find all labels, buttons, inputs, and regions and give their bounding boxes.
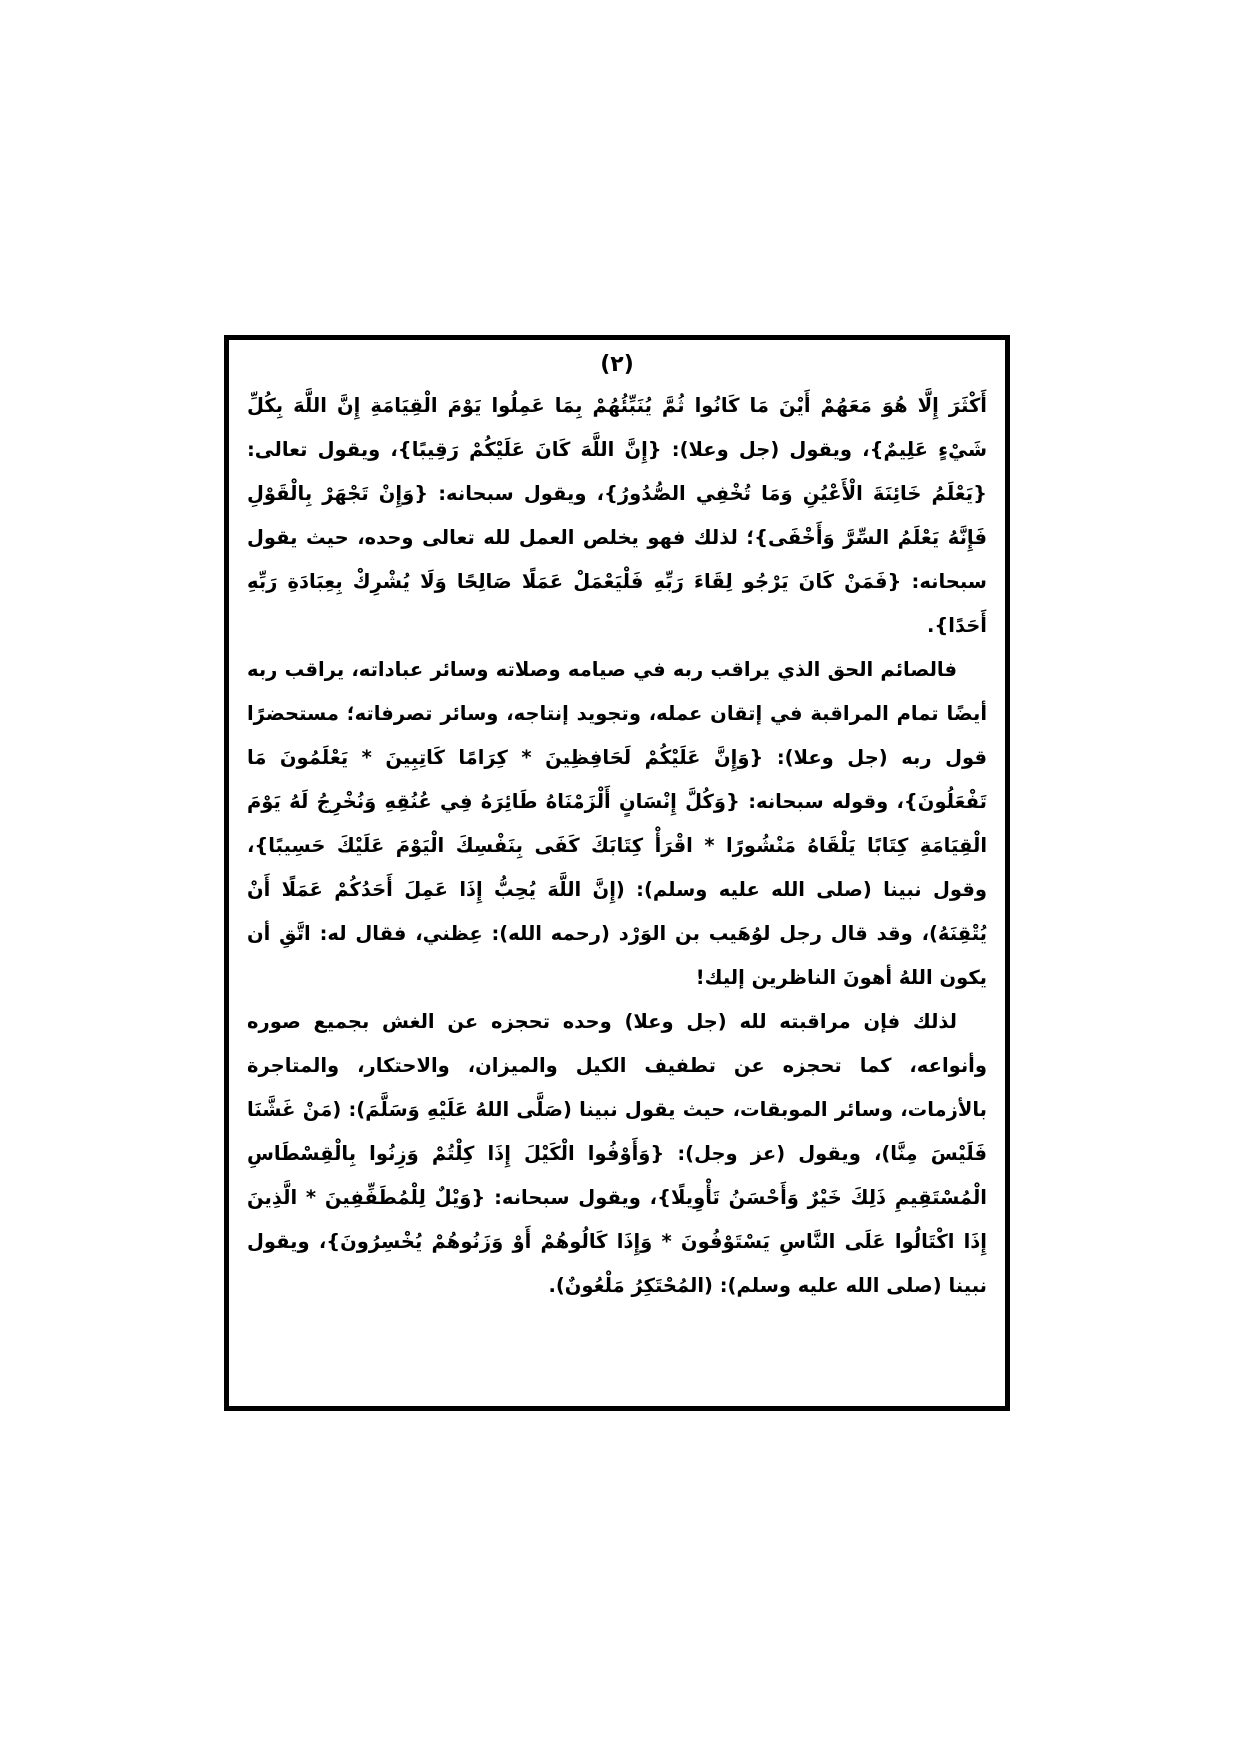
page-number: (٢) — [600, 352, 634, 377]
paragraph-fraud-prohibition: لذلك فإن مراقبته لله (جل وعلا) وحده تحجزه عن الغش بجميع صوره وأنواعه، كما تحجزه عن تطفيف الكيل والميزان، والاحتكار، والمتاجرة بالأزمات، وسائر الموبقات، حيث يقول نبينا (صَلَّى اللهُ عَلَيْهِ وَسَلَّمَ): (مَنْ غَشَّنَا فَلَيْسَ مِنَّا)، ويقول (عز وجل): {وَأَوْفُوا الْكَيْلَ إِذَا كِلْتُمْ وَزِنُوا بِالْقِسْطَاسِ الْمُسْتَقِيمِ ذَلِكَ خَيْرٌ وَأَحْسَنُ تَأْوِيلًا}، ويقول سبحانه: {وَيْلٌ لِلْمُطَفِّفِينَ * الَّذِينَ إِذَا اكْتَالُوا عَلَى النَّاسِ يَسْتَوْفُونَ * وَإِذَا كَالُوهُمْ أَوْ وَزَنُوهُمْ يُخْسِرُونَ}، ويقول نبينا (صلى الله عليه وسلم): (المُحْتَكِرُ مَلْعُونٌ). — [247, 1010, 987, 1297]
page-frame — [224, 335, 1010, 1411]
paragraph-continuation: أَكْثَرَ إِلَّا هُوَ مَعَهُمْ أَيْنَ مَا كَانُوا ثُمَّ يُنَبِّئُهُمْ بِمَا عَمِلُوا يَوْمَ الْقِيَامَةِ إِنَّ اللَّهَ بِكُلِّ شَيْءٍ عَلِيمٌ}، ويقول (جل وعلا): {إِنَّ اللَّهَ كَانَ عَلَيْكُمْ رَقِيبًا}، ويقول تعالى: {يَعْلَمُ خَائِنَةَ الْأَعْيُنِ وَمَا تُخْفِي الصُّدُورُ}، ويقول سبحانه: {وَإِنْ تَجْهَرْ بِالْقَوْلِ فَإِنَّهُ يَعْلَمُ السِّرَّ وَأَخْفَى}؛ لذلك فهو يخلص العمل لله تعالى وحده، حيث يقول سبحانه: {فَمَنْ كَانَ يَرْجُو لِقَاءَ رَبِّهِ فَلْيَعْمَلْ عَمَلًا صَالِحًا وَلَا يُشْرِكْ بِعِبَادَةِ رَبِّهِ أَحَدًا}. — [247, 394, 987, 637]
page-body — [247, 384, 987, 1308]
paragraph-fasting-vigilance: فالصائم الحق الذي يراقب ربه في صيامه وصلاته وسائر عباداته، يراقب ربه أيضًا تمام المراقبة في إتقان عمله، وتجويد إنتاجه، وسائر تصرفاته؛ مستحضرًا قول ربه (جل وعلا): {وَإِنَّ عَلَيْكُمْ لَحَافِظِينَ * كِرَامًا كَاتِبِينَ * يَعْلَمُونَ مَا تَفْعَلُونَ}، وقوله سبحانه: {وَكُلَّ إِنْسَانٍ أَلْزَمْنَاهُ طَائِرَهُ فِي عُنُقِهِ وَنُخْرِجُ لَهُ يَوْمَ الْقِيَامَةِ كِتَابًا يَلْقَاهُ مَنْشُورًا * اقْرَأْ كِتَابَكَ كَفَى بِنَفْسِكَ الْيَوْمَ عَلَيْكَ حَسِيبًا}، وقول نبينا (صلى الله عليه وسلم): (إِنَّ اللَّهَ يُحِبُّ إِذَا عَمِلَ أَحَدُكُمْ عَمَلًا أَنْ يُتْقِنَهُ)، وقد قال رجل لوُهَيب بن الوَرْد (رحمه الله): عِظني، فقال له: اتَّقِ أن يكون اللهُ أهونَ الناظرين إليك! — [247, 658, 987, 989]
